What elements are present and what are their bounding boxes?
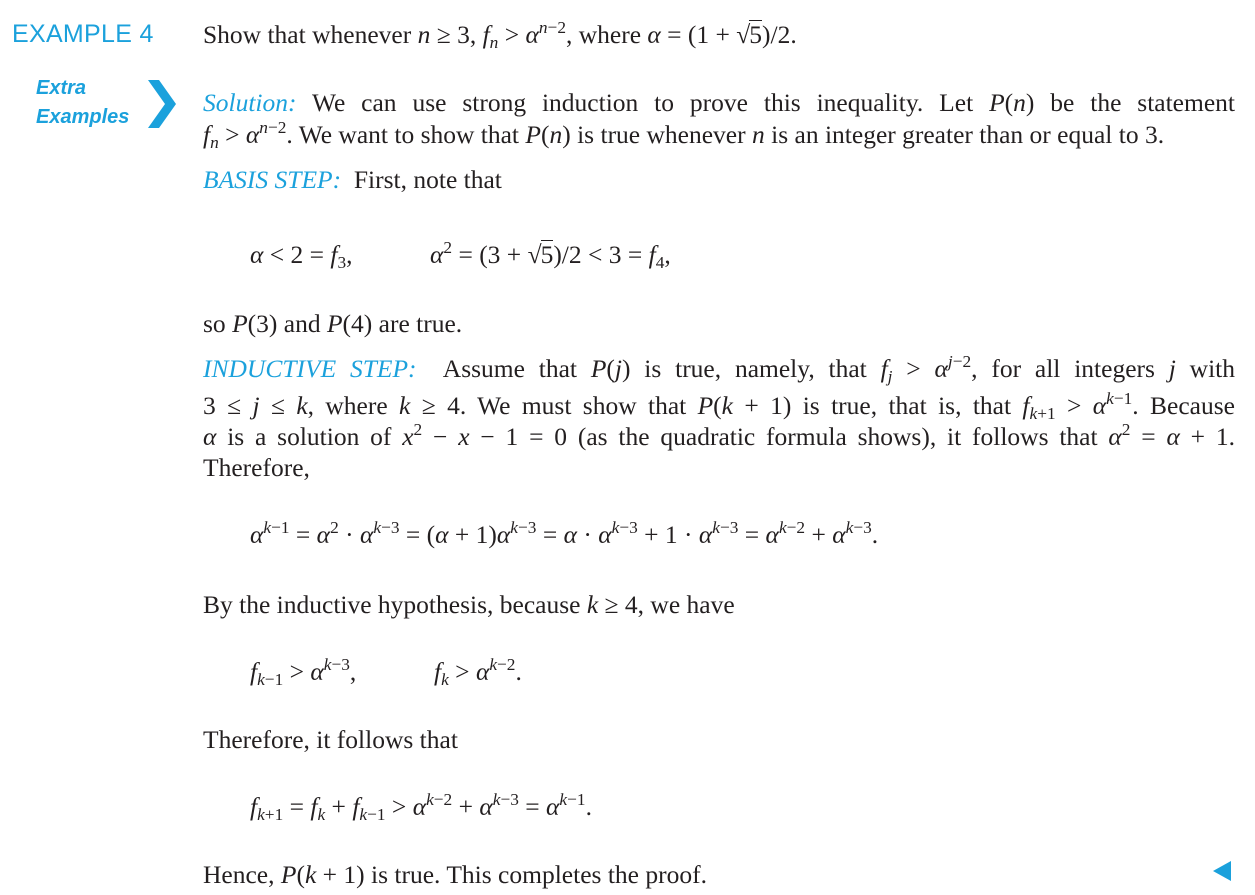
basis-conclusion: so P(3) and P(4) are true. [203, 309, 463, 338]
inductive-line-1: INDUCTIVE STEP: Assume that P(j) is true, namely, that $f_j > \alpha^{j-2}$, for all integers j with [203, 352, 1235, 387]
inductive-line-2: 3 ≤ j ≤ k, where k ≥ 4. We must show that P(k + 1) is true, that is, that $f_{k+1} > \alpha^{k-1}$. Because [203, 389, 1235, 424]
inductive-equation-2a: $f_{k-1} > \alpha^{k-3}$, [250, 655, 357, 690]
basis-equation-b: $\alpha^2 = (3 + √5)/2 < 3 = f_4$, [430, 238, 671, 273]
final-statement: Hence, P(k + 1) is true. This completes the proof. [203, 860, 707, 889]
solution-line-2: $f_n > \alpha^{n-2}$. We want to show that P(n) is true whenever n is an integer greater than or equal to 3. [203, 118, 1165, 153]
basis-step-line: BASIS STEP: First, note that [203, 165, 502, 194]
example-label: EXAMPLE 4 [12, 20, 154, 48]
extra-examples-link[interactable] [36, 74, 176, 134]
inductive-equation-2b: $f_k > \alpha^{k-2}$. [434, 655, 522, 690]
basis-step-label: BASIS STEP: [203, 165, 342, 194]
solution-line-1: Solution: We can use strong induction to prove this inequality. Let P(n) be the statement [203, 88, 1235, 117]
therefore-text: Therefore, it follows that [203, 725, 458, 754]
solution-label: Solution: [203, 88, 297, 117]
inductive-line-4: Therefore, [203, 453, 310, 482]
inductive-equation-3: $f_{k+1} = f_k + f_{k-1} > \alpha^{k-2} + \alpha^{k-3} = \alpha^{k-1}$. [250, 790, 592, 825]
hypothesis-text: By the inductive hypothesis, because k ≥ 4, we have [203, 590, 735, 619]
inductive-equation-1: $\alpha^{k-1} = \alpha^2 \cdot \alpha^{k-3} = (\alpha + 1)\alpha^{k-3} = \alpha \cdot \alpha^{k-3} + 1 \cdot \alpha^{k-3} = \alpha^{k-2} + \alpha^{k-3}$. [250, 518, 879, 549]
chevron-right-icon [148, 80, 176, 128]
inductive-step-label: INDUCTIVE STEP: [203, 354, 417, 383]
end-of-proof-icon [1212, 860, 1232, 882]
example-statement: Show that whenever n ≥ 3, $f_n > \alpha^{n-2}$, where α = (1 + √5)/2. [203, 18, 797, 53]
extra-examples-label: Extra Examples [36, 77, 130, 128]
inductive-line-3: α is a solution of $x^2 - x - 1 = 0$ (as the quadratic formula shows), it follows that $\alpha^2 = \alpha + 1$. [203, 420, 1235, 451]
basis-equation-a: $\alpha < 2 = f_3$, [250, 240, 353, 273]
